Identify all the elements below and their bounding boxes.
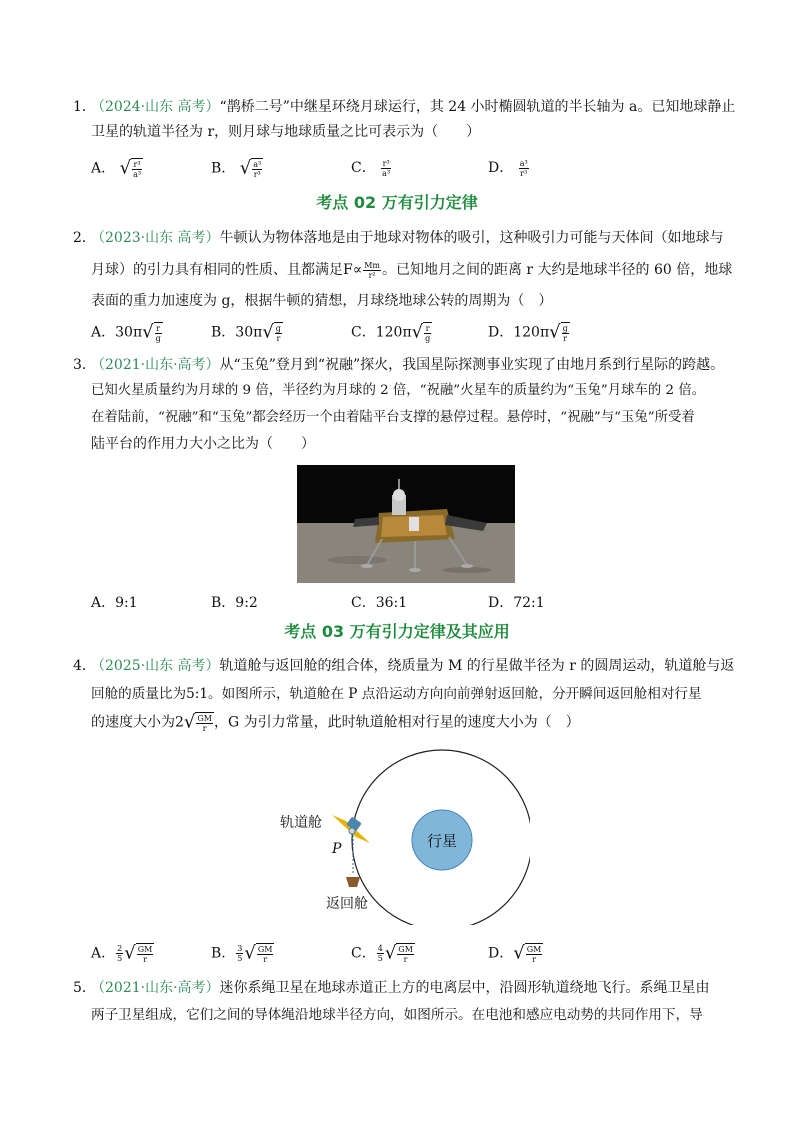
question-2-line-1: （2023·山东 高考）牛顿认为物体落地是由于地球对物体的吸引，这种吸引力可能与天体间（如地球与 [91,230,724,246]
option-d[interactable]: D．√ $\frac{GM}{r}$ [488,942,542,964]
question-number: 3． [73,357,96,373]
option-d[interactable]: D． $\frac{\text{a³}}{\text{r³}}$ [488,158,528,178]
question-source: （2021·山东·高考） [91,980,220,996]
option-c[interactable]: C． $\frac{\text{r³}}{\text{a³}}$ [351,158,391,178]
question-3-line-1: （2021·山东·高考）从“玉兔”登月到“祝融”探火，我国星际探测事业实现了由地月系到行星际的跨越。 [91,357,725,373]
option-a[interactable]: A． √ $\frac{\text{r³}}{\text{a³}}$ [91,157,142,179]
question-2-line-2: 月球）的引力具有相同的性质、且都满足F∝ $\frac{Mm}{\text{r²}}$ 。已知地月之间的距离 r 大约是地球半径的 60 倍，地球 [91,260,733,280]
section-heading: 考点 02 万有引力定律 [316,193,478,212]
option-b[interactable]: B．9:2 [211,595,258,611]
section-heading: 考点 03 万有引力定律及其应用 [284,622,510,641]
question-4-line-3: 的速度大小为2√ $\frac{GM}{r}$ ，G 为引力常量，此时轨道舱相对行星的速度大小为（ ） [91,711,580,733]
lander-illustration [297,465,515,583]
option-b[interactable]: B．30π√ $\frac{g}{r}$ [211,321,281,343]
point-p-label: P [332,841,342,857]
question-source: （2021·山东·高考） [91,357,220,373]
option-c[interactable]: C．36:1 [351,595,408,611]
option-b[interactable]: B． √ $\frac{\text{a³}}{\text{r³}}$ [211,157,262,179]
option-b[interactable]: B． $\frac{3}{5}$ √ $\frac{GM}{r}$ [211,942,273,964]
question-3-line-4: 陆平台的作用力大小之比为（ ） [91,436,315,452]
option-c[interactable]: C． $\frac{4}{5}$ √ $\frac{GM}{r}$ [351,942,413,964]
question-4-line-1: （2025·山东 高考）轨道舱与返回舱的组合体，绕质量为 M 的行星做半径为 r 的圆周运动，轨道舱与返 [91,658,735,674]
question-source: （2024·山东 高考） [91,99,220,115]
question-number: 1． [73,99,96,115]
option-d[interactable]: D．72:1 [488,595,545,611]
question-source: （2023·山东 高考） [91,230,220,246]
orbit-diagram [270,745,530,925]
question-source: （2025·山东 高考） [91,658,220,674]
return-capsule-icon [346,877,360,887]
option-a[interactable]: A． $\frac{2}{5}$ √ $\frac{GM}{r}$ [91,942,153,964]
question-number: 4． [73,658,96,674]
question-4-line-2: 回舱的质量比为5:1。如图所示，轨道舱在 P 点沿运动方向向前弹射返回舱，分开瞬间返回舱相对行星 [91,686,702,702]
option-a[interactable]: A．9:1 [91,595,138,611]
orbiter-label: 轨道舱 [280,815,322,831]
planet-label: 行星 [426,832,458,850]
question-number: 2． [73,230,96,246]
question-2-line-3: 表面的重力加速度为 g，根据牛顿的猜想，月球绕地球公转的周期为（ ） [91,293,553,309]
question-3-line-3: 在着陆前，“祝融”和“玉兔”都会经历一个由着陆平台支撑的悬停过程。悬停时，“祝融”与“玉兔”所受着 [91,410,695,425]
question-3-line-2: 已知火星质量约为月球的 9 倍，半径约为月球的 2 倍，“祝融”火星车的质量约为“玉兔”月球车的 2 倍。 [91,383,706,398]
option-d[interactable]: D．120π√ $\frac{g}{r}$ [488,321,568,343]
option-a[interactable]: A．30π√ $\frac{r}{g}$ [91,321,161,343]
question-text: “鹊桥二号”中继星环绕月球运行，其 24 小时椭圆轨道的半长轴为 a。已知地球静止 [219,99,736,115]
question-number: 5． [73,980,96,996]
question-1-line-1 [91,97,735,117]
orbiter-icon [332,815,370,843]
question-1-line-2: 卫星的轨道半径为 r，则月球与地球质量之比可表示为（ ） [91,124,481,140]
option-c[interactable]: C．120π√ $\frac{r}{g}$ [351,321,431,343]
question-5-line-1: （2021·山东·高考）迷你系绳卫星在地球赤道正上方的电离层中，沿圆形轨道绕地飞行。系绳卫星由 [91,980,710,996]
lunar-lander-photo [297,465,515,583]
capsule-label: 返回舱 [326,896,368,912]
question-5-line-2: 两子卫星组成，它们之间的导体绳沿地球半径方向，如图所示。在电池和感应电动势的共同作用下，导 [91,1007,703,1023]
